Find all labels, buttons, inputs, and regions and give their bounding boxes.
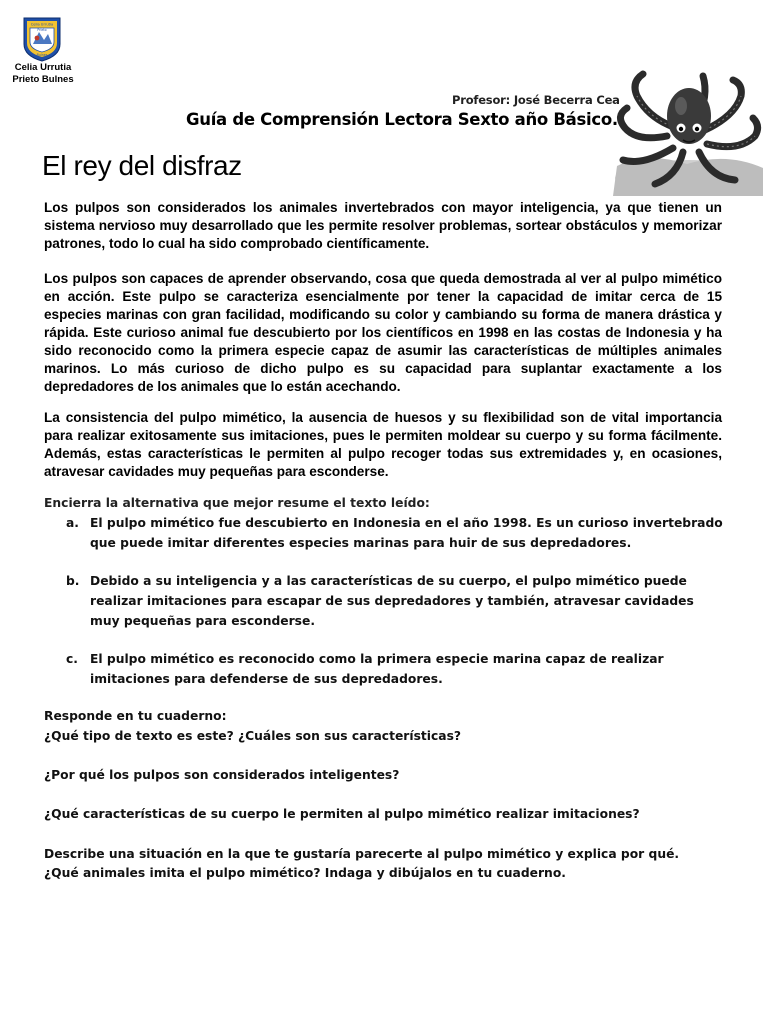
crest-text-bottom: Bulnes xyxy=(36,53,48,57)
school-name: Celia Urrutia Prieto Bulnes xyxy=(12,62,74,85)
school-crest-icon xyxy=(22,16,62,62)
option-text: El pulpo mimético fue descubierto en Indonesia en el año 1998. Es un curioso invertebrado que puede imitar diferentes especies marinas para huir de sus depredadores. xyxy=(90,516,723,550)
option-b xyxy=(66,571,726,631)
option-text: El pulpo mimético es reconocido como la primera especie marina capaz de realizar imitaciones para defenderse de sus depredadores. xyxy=(90,652,664,686)
octopus-illustration xyxy=(607,56,767,196)
option-letter: a. xyxy=(66,516,79,530)
question-2: ¿Por qué los pulpos son considerados inteligentes? xyxy=(44,768,400,782)
exercise-instruction: Encierra la alternativa que mejor resume el texto leído: xyxy=(44,496,430,510)
crest-text-middle: Prieto xyxy=(37,28,47,32)
option-c xyxy=(66,649,726,689)
question-4: Describe una situación en la que te gustaría parecerte al pulpo mimético y explica por qué. xyxy=(44,847,680,861)
question-3: ¿Qué características de su cuerpo le permiten al pulpo mimético realizar imitaciones? xyxy=(44,807,640,821)
teacher-name: Profesor: José Becerra Cea xyxy=(452,93,620,107)
story-paragraph-1: Los pulpos son considerados los animales invertebrados con mayor inteligencia, ya que tienen un sistema nervioso muy desarrollado que les permite resolver problemas, sortear obstáculos y memorizar patrones, todo lo cual ha sido comprobado científicamente. xyxy=(44,200,722,251)
option-letter: c. xyxy=(66,652,78,666)
question-5: ¿Qué animales imita el pulpo mimético? Indaga y dibújalos en tu cuaderno. xyxy=(44,866,566,880)
question-1: ¿Qué tipo de texto es este? ¿Cuáles son sus características? xyxy=(44,729,462,743)
story-title: El rey del disfraz xyxy=(42,150,242,181)
guide-title: Guía de Comprensión Lectora Sexto año Básico. xyxy=(186,110,618,129)
story-paragraph-2: Los pulpos son capaces de aprender observando, cosa que queda demostrada al ver al pulpo mimético en acción. Este pulpo se caracteriza esencialmente por tener la capacidad de imitar cerca de 15 especies marinas con gran facilidad, modificando su color y cambiando su forma de manera drástica y rápida. Este curioso animal fue descubierto por los científicos en 1998 en las costas de Indonesia y ha sido reconocido como la primera especie capaz de asumir las características de múltiples animales marinos. Lo más curioso de dicho pulpo es su capacidad para suplantar exactamente a los depredadores de los animales que lo están acechando. xyxy=(44,271,722,394)
option-text: Debido a su inteligencia y a las características de su cuerpo, el pulpo mimético puede realizar imitaciones para escapar de sus depredadores y también, atravesar cavidades muy pequeñas para esconderse. xyxy=(90,574,694,628)
option-a xyxy=(66,513,726,553)
story-paragraph-3: La consistencia del pulpo mimético, la ausencia de huesos y su flexibilidad son de vital importancia para realizar exitosamente sus imitaciones, pues le permiten moldear su cuerpo y su forma fácilmente. Además, estas características le permiten al pulpo recoger todas sus extremidades y, en ocasiones, atravesar cavidades muy pequeñas para esconderse. xyxy=(44,410,722,479)
option-letter: b. xyxy=(66,574,80,588)
crest-text-top: Celia Urrutia xyxy=(30,22,54,27)
questions-heading: Responde en tu cuaderno: xyxy=(44,709,227,723)
